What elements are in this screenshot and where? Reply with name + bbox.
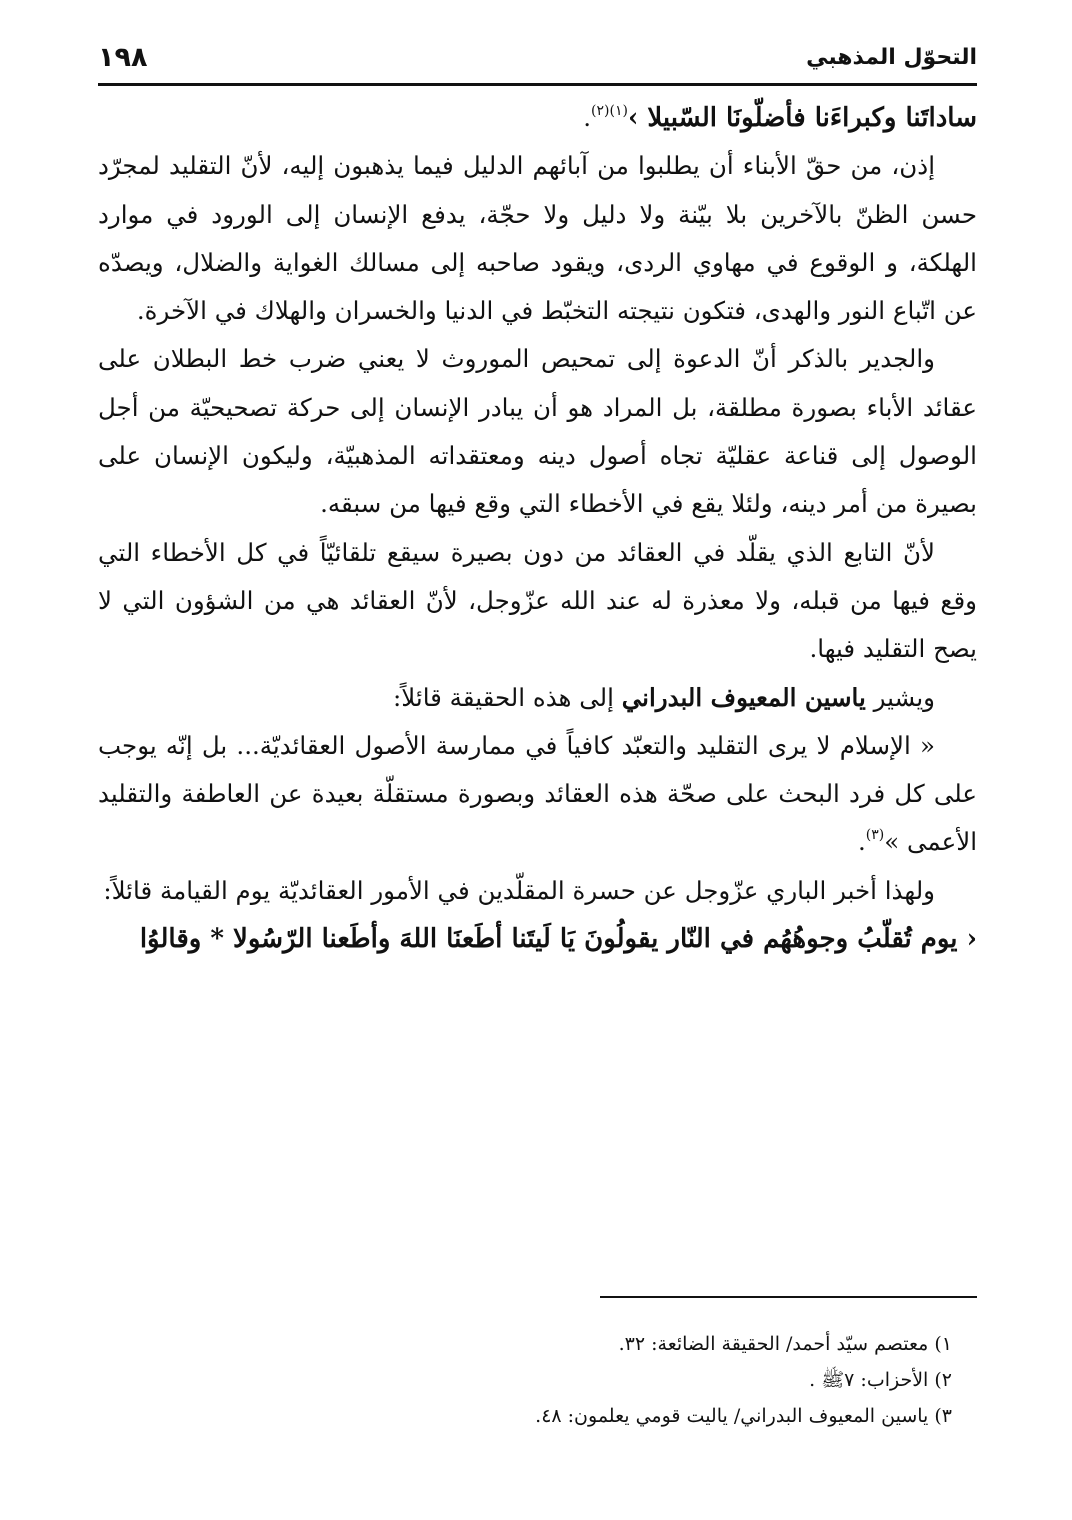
paragraph-quote (98, 722, 977, 867)
footnote-ref-3: (٣) (865, 827, 885, 844)
quranic-verse-2: ‹ يوم تُقلّبُ وجوهُهُم في النّار يقولُونَ يَا لَيتَنا أطَعنَا اللهَ وأطَعنا الرّسُولا * وقالوُا (139, 924, 977, 955)
page-header (98, 36, 977, 78)
quranic-verse: ساداتَنا وكبراءَنا فأضلّونَا السّبيلا › (627, 103, 977, 133)
running-title: التحوّل المذهبي (806, 44, 977, 70)
paragraph-verse (98, 915, 977, 963)
paragraph-4 (98, 674, 977, 722)
author-name: ياسين المعيوف البدراني (621, 682, 866, 712)
paragraph-4-end: إلى هذه الحقيقة قائلاً: (393, 682, 622, 712)
footnote-2: ٢) الأحزاب: ٧ﷺ . (809, 1369, 952, 1391)
verse-period: . (583, 103, 592, 132)
paragraph-3: لأنّ التابع الذي يقلّد في العقائد من دون بصيرة سيقع تلقائيّاً في كل الأخطاء التي وقع فيها من قبله، ولا معذرة له عند الله عزّوجل، لأنّ العقائد هي من الشؤون التي لا يصح التقليد فيها. (98, 537, 977, 664)
quote-period: . (857, 827, 866, 857)
paragraph-4-start: ويشير (865, 682, 935, 712)
paragraph-verse-continuation (98, 94, 977, 142)
header-rule (98, 83, 977, 86)
page-number: ١٩٨ (98, 41, 148, 73)
footnote-separator (600, 1296, 977, 1298)
paragraph-6: ولهذا أخبر الباري عزّوجل عن حسرة المقلّدين في الأمور العقائديّة يوم القيامة قائلاً: (103, 875, 935, 905)
footnote-1: ١) معتصم سيّد أحمد/ الحقيقة الضائعة: ٣٢. (618, 1333, 952, 1355)
footnote-3: ٣) ياسين المعيوف البدراني/ ياليت قومي يعلمون: ٤٨. (535, 1405, 952, 1427)
main-text (98, 94, 977, 963)
paragraph-2: والجدير بالذكر أنّ الدعوة إلى تمحيص الموروث لا يعني ضرب خط البطلان على عقائد الأباء بصورة مطلقة، بل المراد هو أن يبادر الإنسان إلى حركة تصحيحيّة من أجل الوصول إلى قناعة عقليّة تجاه أصول دينه ومعتقداته المذهبيّة، وليكون الإنسان على بصيرة من أمر دينه، ولئلا يقع في الأخطاء التي وقع فيها من سبقه. (98, 344, 977, 519)
quote-text: « الإسلام لا يرى التقليد والتعبّد كافياً في ممارسة الأصول العقائديّة... بل إنّه يوجب على كل فرد البحث على صحّة هذه العقائد وبصورة مستقلّة بعيدة عن العاطفة والتقليد الأعمى » (98, 730, 977, 857)
footnotes (98, 1326, 952, 1434)
footnote-ref-1: (١) (609, 103, 628, 119)
footnote-ref-2: (٢) (591, 103, 610, 119)
paragraph-1: إذن، من حقّ الأبناء أن يطلبوا من آبائهم الدليل فيما يذهبون إليه، لأنّ التقليد لمجرّد حسن الظنّ بالآخرين بلا بيّنة ولا دليل ولا حجّة، يدفع الإنسان إلى الورود في موارد الهلكة، و الوقوع في مهاوي الردى، ويقود صاحبه إلى مسالك الغواية والضلال، ويصدّه عن اتّباع النور والهدى، فتكون نتيجته التخبّط في الدنيا والخسران والهلاك في الآخرة. (98, 151, 977, 326)
